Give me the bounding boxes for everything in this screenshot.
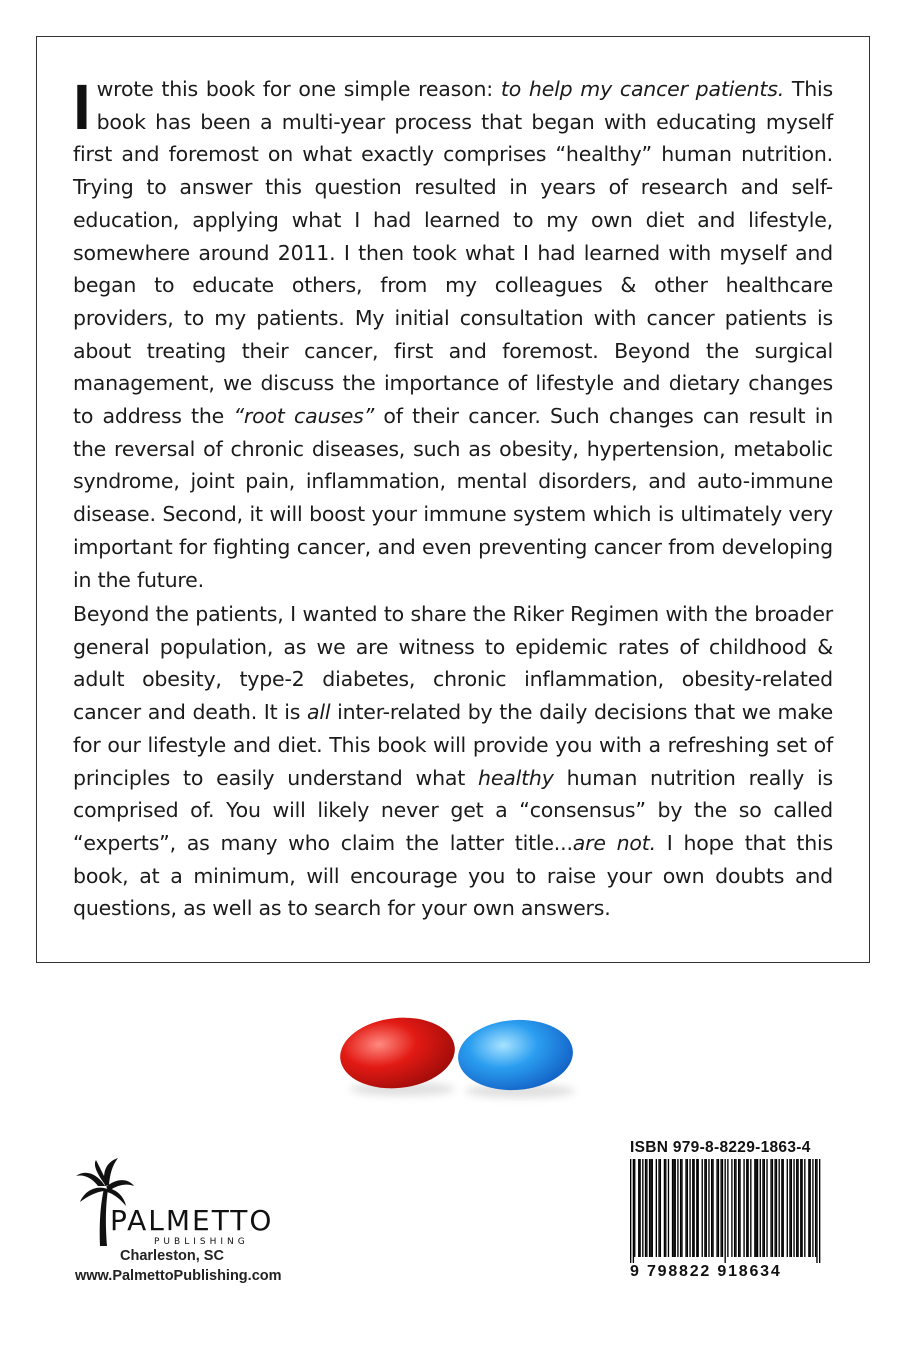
- paragraph-2-text: [73, 602, 833, 920]
- barcode-bar: [704, 1159, 705, 1257]
- barcode-bar: [770, 1159, 771, 1257]
- barcode-bar: [789, 1159, 790, 1257]
- barcode-bar: [793, 1159, 794, 1257]
- barcode-bar: [781, 1159, 782, 1257]
- barcode-bar: [681, 1159, 682, 1257]
- text-run: are not.: [572, 830, 656, 855]
- publisher-name: PALMETTO: [110, 1204, 274, 1237]
- barcode-bar: [754, 1159, 755, 1257]
- barcode-bar: [696, 1159, 697, 1257]
- barcode-bar: [716, 1159, 717, 1257]
- barcode-bar: [797, 1159, 798, 1257]
- barcode-bar: [645, 1159, 646, 1257]
- barcode-bar: [677, 1159, 678, 1257]
- barcode-bar: [774, 1159, 775, 1257]
- barcode-bar: [739, 1159, 740, 1257]
- barcode-bar: [638, 1159, 639, 1257]
- barcode-bar: [664, 1159, 665, 1257]
- text-run: human nutrition really is comprised of. You will likely never get a “consensus” by the so called “experts”, as many who claim the latter title...: [73, 765, 833, 855]
- barcode-bar: [772, 1159, 773, 1257]
- barcode-bar: [660, 1159, 661, 1257]
- isbn-label: ISBN 979-8-8229-1863-4: [630, 1139, 811, 1156]
- blue-pill: [456, 1016, 576, 1094]
- barcode-bar: [800, 1159, 801, 1257]
- barcode-bar: [680, 1159, 681, 1257]
- publisher-website: www.PalmettoPublishing.com: [75, 1268, 282, 1284]
- barcode-bar: [801, 1159, 802, 1257]
- barcode-bar: [718, 1159, 719, 1257]
- publisher-city: Charleston, SC: [120, 1248, 224, 1264]
- barcode-bar: [750, 1159, 751, 1257]
- barcode-bar: [756, 1159, 757, 1257]
- barcode-bar: [762, 1159, 763, 1257]
- barcode-bar: [743, 1159, 744, 1257]
- back-cover-text-box: [36, 36, 870, 963]
- text-run: of their cancer. Such changes can result in the reversal of chronic diseases, such as obesity, hypertension, metabolic syndrome, joint pain, inflammation, mental disorders, and auto-immune disease. Second, it will boost your immune system which is ultimately very important for fighting cancer, and even preventing cancer from developing in the future.: [73, 404, 833, 592]
- barcode-bar: [727, 1159, 728, 1257]
- text-run: Beyond the patients, I wanted to share the Riker Regimen with the broader general population, as we are witness to epidemic rates of childhood & adult obesity, type-2 diabetes, chronic inflammation, obesity-related cancer and death. It is: [73, 602, 833, 725]
- text-run: wrote this book for one simple reason:: [96, 77, 501, 101]
- isbn-barcode: [628, 1139, 828, 1289]
- barcode-bar: [673, 1159, 674, 1257]
- barcode-bar: [639, 1159, 640, 1257]
- barcode-bar: [783, 1159, 784, 1257]
- barcode-bar: [650, 1159, 651, 1257]
- barcode-bar: [815, 1159, 816, 1257]
- barcode-bar: [720, 1159, 721, 1257]
- barcode-bar: [747, 1159, 748, 1257]
- barcode-bar: [698, 1159, 699, 1257]
- barcode-bar: [702, 1159, 703, 1257]
- barcode-bar: [731, 1159, 732, 1257]
- text-run: This book has been a multi-year process that began with educating myself first and foremost on what exactly comprises “healthy” human nutrition. Trying to answer this question resulted in years of research and self-education, applying what I had learned to my own diet and lifestyle, somewhere around 2011. I then took what I had learned with myself and began to educate others, from my colleagues & other healthcare providers, to my patients. My initial consultation with cancer patients is about treating their cancer, first and foremost. Beyond the surgical management, we discuss the importance of lifestyle and dietary changes to address the: [73, 77, 833, 429]
- barcode-bar: [810, 1159, 811, 1257]
- barcode-bar: [665, 1159, 666, 1257]
- paragraph-1: [73, 73, 833, 596]
- text-run: I hope that this book, at a minimum, will encourage you to raise your own doubts and questions, as well as to search for your own answers.: [73, 830, 833, 921]
- barcode-bar: [734, 1159, 735, 1257]
- barcode-bar: [712, 1159, 713, 1257]
- text-run: all: [307, 700, 331, 725]
- pills-image: [335, 1010, 575, 1100]
- barcode-bar: [646, 1159, 647, 1257]
- barcode-bar: [776, 1159, 777, 1257]
- text-run: inter-related by the daily decisions that we make for our lifestyle and diet. This book will provide you with a refreshing set of principles to easily understand what: [73, 700, 833, 790]
- barcode-bar: [766, 1159, 767, 1257]
- drop-cap: I: [73, 71, 91, 143]
- barcode-bar: [658, 1159, 659, 1257]
- barcode-bar: [796, 1159, 797, 1257]
- text-run: to help my cancer patients.: [500, 77, 785, 101]
- barcode-bar: [642, 1159, 643, 1257]
- barcode-bar: [634, 1159, 635, 1257]
- barcode-bar: [708, 1159, 709, 1257]
- red-pill: [337, 1012, 459, 1094]
- barcode-bar: [711, 1159, 712, 1257]
- barcode-bar: [787, 1159, 788, 1257]
- barcode-bar: [687, 1159, 688, 1257]
- barcode-bar: [760, 1159, 761, 1257]
- barcode-bar: [675, 1159, 676, 1257]
- barcode-bar: [779, 1159, 780, 1257]
- barcode-bar: [764, 1159, 765, 1257]
- barcode-bar: [652, 1159, 653, 1257]
- barcode-bar: [816, 1159, 817, 1263]
- barcode-bar: [746, 1159, 747, 1257]
- barcode-bar: [812, 1159, 813, 1257]
- barcode-bar: [808, 1159, 809, 1257]
- barcode-bar: [668, 1159, 669, 1257]
- barcode-bar: [693, 1159, 694, 1257]
- barcode-bar: [722, 1159, 723, 1257]
- barcode-bar: [656, 1159, 657, 1257]
- paragraph-1-text: [73, 71, 833, 592]
- barcode-bar: [649, 1159, 650, 1257]
- text-run: healthy: [478, 765, 554, 790]
- barcode-bar: [725, 1159, 726, 1263]
- barcode-bar: [672, 1159, 673, 1257]
- barcode-bar: [689, 1159, 690, 1257]
- barcode-bar: [804, 1159, 805, 1257]
- paragraph-2: [73, 598, 833, 925]
- publisher-subname: PUBLISHING: [154, 1237, 249, 1247]
- barcode-bar: [791, 1159, 792, 1257]
- publisher-logo: [70, 1158, 320, 1298]
- barcode-bar: [738, 1159, 739, 1257]
- barcode-bar: [630, 1159, 631, 1263]
- barcode-bar: [685, 1159, 686, 1257]
- barcode-bar: [735, 1159, 736, 1257]
- barcode-bar: [706, 1159, 707, 1257]
- barcode-bar: [819, 1159, 820, 1263]
- barcode-digits: 9 798822 918634: [630, 1263, 782, 1280]
- barcode-bar: [692, 1159, 693, 1257]
- barcode-bar: [757, 1159, 758, 1257]
- barcode-bar: [633, 1159, 634, 1263]
- barcode-bars: [628, 1159, 828, 1263]
- text-run: “root causes”: [233, 404, 375, 429]
